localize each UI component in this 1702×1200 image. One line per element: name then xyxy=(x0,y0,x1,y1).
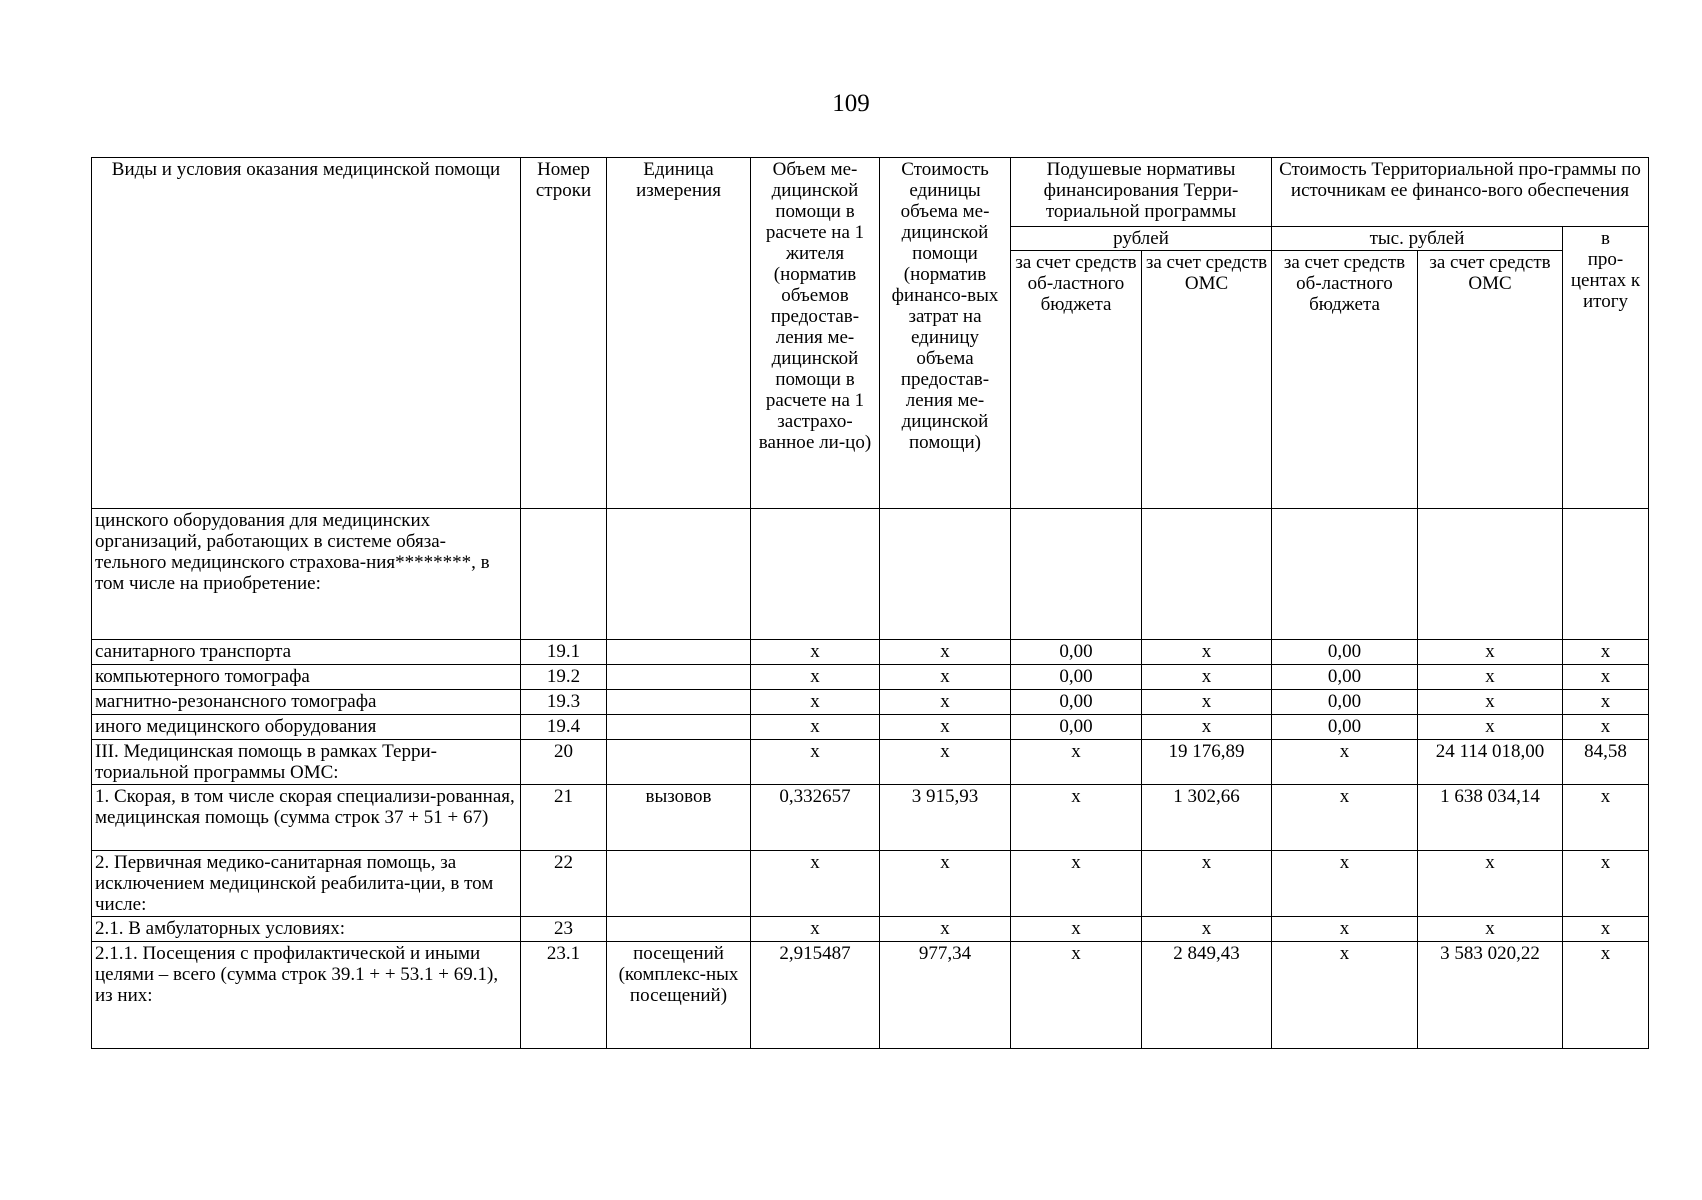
row-percent: х xyxy=(1563,640,1649,665)
row-per-capita-oms: х xyxy=(1142,640,1272,665)
row-unit xyxy=(607,640,751,665)
row-name: магнитно-резонансного томографа xyxy=(92,690,521,715)
row-cost-regional: х xyxy=(1272,917,1418,942)
row-cost-oms xyxy=(1418,509,1563,640)
table-row xyxy=(92,690,1649,715)
row-unit xyxy=(607,917,751,942)
row-percent: х xyxy=(1563,785,1649,851)
header-per-capita-unit: рублей xyxy=(1011,227,1272,251)
row-per-capita-oms: 19 176,89 xyxy=(1142,740,1272,785)
row-number: 20 xyxy=(521,740,607,785)
row-per-capita-oms: 1 302,66 xyxy=(1142,785,1272,851)
row-cost-regional: х xyxy=(1272,851,1418,917)
row-cost: х xyxy=(880,851,1011,917)
row-percent: х xyxy=(1563,715,1649,740)
row-cost-oms: х xyxy=(1418,917,1563,942)
header-cost-oms: за счет средств ОМС xyxy=(1418,251,1563,509)
table-row xyxy=(92,640,1649,665)
row-per-capita-oms: х xyxy=(1142,851,1272,917)
row-per-capita-regional: х xyxy=(1011,785,1142,851)
row-per-capita-oms xyxy=(1142,509,1272,640)
table-row xyxy=(92,715,1649,740)
row-cost: 977,34 xyxy=(880,942,1011,1049)
row-name: 2.1.1. Посещения с профилактической и иными целями – всего (сумма строк 39.1 + + 53.1 + 69.1), из них: xyxy=(92,942,521,1049)
row-volume: х xyxy=(751,640,880,665)
row-number: 19.1 xyxy=(521,640,607,665)
row-cost-oms: 24 114 018,00 xyxy=(1418,740,1563,785)
row-per-capita-regional: х xyxy=(1011,740,1142,785)
row-volume: х xyxy=(751,851,880,917)
row-cost-regional: 0,00 xyxy=(1272,715,1418,740)
header-volume: Объем ме-дицинской помощи в расчете на 1 жителя (норматив объемов предостав-ления ме-дицинской помощи в расчете на 1 застрахо-ванное ли-цо) xyxy=(751,158,880,509)
medical-care-table xyxy=(91,157,1649,1049)
row-cost-regional: 0,00 xyxy=(1272,690,1418,715)
row-unit: вызовов xyxy=(607,785,751,851)
row-per-capita-regional: 0,00 xyxy=(1011,640,1142,665)
row-per-capita-regional: х xyxy=(1011,942,1142,1049)
row-percent: х xyxy=(1563,851,1649,917)
row-number: 22 xyxy=(521,851,607,917)
row-cost: х xyxy=(880,665,1011,690)
row-number: 23.1 xyxy=(521,942,607,1049)
row-percent: х xyxy=(1563,665,1649,690)
header-row-number: Номер строки xyxy=(521,158,607,509)
row-cost-oms: 3 583 020,22 xyxy=(1418,942,1563,1049)
row-per-capita-oms: х xyxy=(1142,917,1272,942)
table-row xyxy=(92,740,1649,785)
row-cost-oms: 1 638 034,14 xyxy=(1418,785,1563,851)
row-cost-oms: х xyxy=(1418,640,1563,665)
header-cost-unit: тыс. рублей xyxy=(1272,227,1563,251)
row-cost: х xyxy=(880,640,1011,665)
table-row xyxy=(92,785,1649,851)
row-cost-regional: х xyxy=(1272,942,1418,1049)
header-group-per-capita: Подушевые нормативы финансирования Терри-ториальной программы xyxy=(1011,158,1272,227)
row-percent: х xyxy=(1563,690,1649,715)
row-number: 23 xyxy=(521,917,607,942)
row-percent: х xyxy=(1563,917,1649,942)
header-per-capita-oms: за счет средств ОМС xyxy=(1142,251,1272,509)
table-row xyxy=(92,509,1649,640)
row-volume: х xyxy=(751,665,880,690)
row-percent: х xyxy=(1563,942,1649,1049)
row-per-capita-regional: х xyxy=(1011,851,1142,917)
row-cost: х xyxy=(880,690,1011,715)
row-name: 2.1. В амбулаторных условиях: xyxy=(92,917,521,942)
row-per-capita-oms: 2 849,43 xyxy=(1142,942,1272,1049)
row-volume xyxy=(751,509,880,640)
row-cost: х xyxy=(880,740,1011,785)
header-type: Виды и условия оказания медицинской помощи xyxy=(92,158,521,509)
row-cost-oms: х xyxy=(1418,715,1563,740)
row-per-capita-regional: 0,00 xyxy=(1011,690,1142,715)
table-row xyxy=(92,851,1649,917)
row-cost-regional xyxy=(1272,509,1418,640)
row-cost-oms: х xyxy=(1418,690,1563,715)
table-row xyxy=(92,665,1649,690)
page-number: 109 xyxy=(832,90,870,117)
row-per-capita-oms: х xyxy=(1142,715,1272,740)
row-cost: 3 915,93 xyxy=(880,785,1011,851)
row-name: санитарного транспорта xyxy=(92,640,521,665)
row-volume: х xyxy=(751,690,880,715)
header-unit: Единица измерения xyxy=(607,158,751,509)
row-name: III. Медицинская помощь в рамках Терри-ториальной программы ОМС: xyxy=(92,740,521,785)
row-percent: 84,58 xyxy=(1563,740,1649,785)
row-per-capita-oms: х xyxy=(1142,665,1272,690)
table-row xyxy=(92,917,1649,942)
row-cost-regional: х xyxy=(1272,740,1418,785)
row-unit xyxy=(607,509,751,640)
row-number: 19.2 xyxy=(521,665,607,690)
row-percent xyxy=(1563,509,1649,640)
row-unit xyxy=(607,715,751,740)
row-volume: 2,915487 xyxy=(751,942,880,1049)
row-per-capita-oms: х xyxy=(1142,690,1272,715)
header-cost: Стоимость единицы объема ме-дицинской помощи (норматив финансо-вых затрат на единицу объема предостав-ления ме-дицинской помощи) xyxy=(880,158,1011,509)
row-number: 21 xyxy=(521,785,607,851)
row-cost-regional: х xyxy=(1272,785,1418,851)
row-unit xyxy=(607,665,751,690)
row-unit xyxy=(607,740,751,785)
row-cost: х xyxy=(880,917,1011,942)
row-name: цинского оборудования для медицинских организаций, работающих в системе обяза-тельного медицинского страхова-ния********, в том числе на приобретение: xyxy=(92,509,521,640)
header-percent-prefix: в xyxy=(1601,228,1610,249)
row-cost: х xyxy=(880,715,1011,740)
row-name: компьютерного томографа xyxy=(92,665,521,690)
row-per-capita-regional: х xyxy=(1011,917,1142,942)
table-row xyxy=(92,942,1649,1049)
row-cost-regional: 0,00 xyxy=(1272,665,1418,690)
header-percent-label: про-центах к итогу xyxy=(1570,249,1641,312)
row-cost-regional: 0,00 xyxy=(1272,640,1418,665)
row-name: 1. Скорая, в том числе скорая специализи-рованная, медицинская помощь (сумма строк 37 + 51 + 67) xyxy=(92,785,521,851)
row-name: 2. Первичная медико-санитарная помощь, за исключением медицинской реабилита-ции, в том числе: xyxy=(92,851,521,917)
row-cost xyxy=(880,509,1011,640)
row-name: иного медицинского оборудования xyxy=(92,715,521,740)
row-number: 19.3 xyxy=(521,690,607,715)
row-per-capita-regional: 0,00 xyxy=(1011,715,1142,740)
row-per-capita-regional: 0,00 xyxy=(1011,665,1142,690)
row-per-capita-regional xyxy=(1011,509,1142,640)
row-cost-oms: х xyxy=(1418,851,1563,917)
row-unit xyxy=(607,690,751,715)
header-cost-regional: за счет средств об-ластного бюджета xyxy=(1272,251,1418,509)
header-group-cost: Стоимость Территориальной про-граммы по источникам ее финансо-вого обеспечения xyxy=(1272,158,1649,227)
row-cost-oms: х xyxy=(1418,665,1563,690)
row-unit xyxy=(607,851,751,917)
table-body xyxy=(92,509,1649,1049)
row-volume: х xyxy=(751,740,880,785)
row-volume: х xyxy=(751,715,880,740)
header-percent xyxy=(1563,227,1649,509)
row-unit: посещений (комплекс-ных посещений) xyxy=(607,942,751,1049)
row-number xyxy=(521,509,607,640)
row-number: 19.4 xyxy=(521,715,607,740)
row-volume: 0,332657 xyxy=(751,785,880,851)
table-header xyxy=(92,158,1649,509)
header-per-capita-regional: за счет средств об-ластного бюджета xyxy=(1011,251,1142,509)
row-volume: х xyxy=(751,917,880,942)
